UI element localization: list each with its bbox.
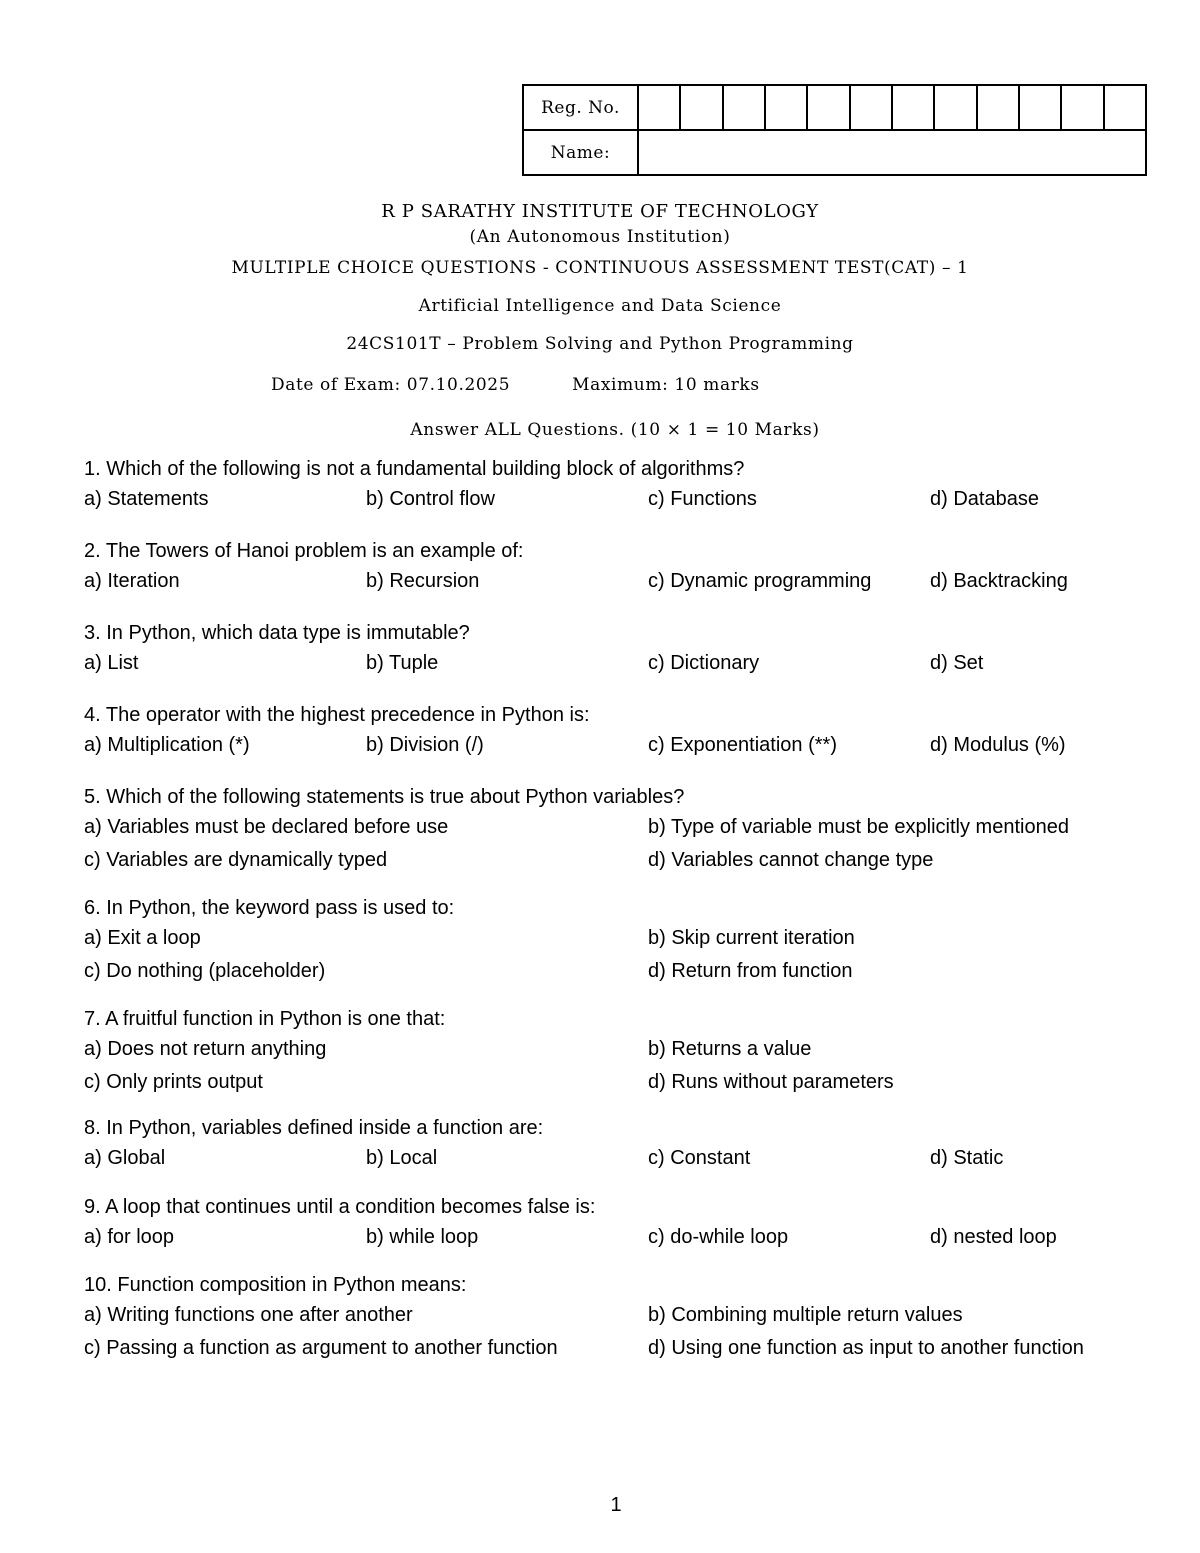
reg-digit-cell[interactable] — [1061, 85, 1103, 130]
institute-name: R P SARATHY INSTITUTE OF TECHNOLOGY — [381, 201, 819, 222]
question-text: 4. The operator with the highest precedence in Python is: — [84, 704, 590, 726]
option[interactable]: b) Type of variable must be explicitly mentioned — [648, 816, 1069, 838]
option[interactable]: c) Do nothing (placeholder) — [84, 960, 326, 982]
option[interactable]: d) Database — [930, 488, 1039, 510]
option-row — [84, 1033, 1164, 1066]
reg-digit-cell[interactable] — [807, 85, 849, 130]
question — [84, 619, 1164, 680]
option[interactable]: d) Return from function — [648, 960, 853, 982]
question — [84, 537, 1164, 598]
question-text: 2. The Towers of Hanoi problem is an example of: — [84, 540, 524, 562]
option-row — [84, 1221, 1164, 1254]
option[interactable]: c) Dynamic programming — [648, 570, 872, 592]
option[interactable]: a) for loop — [84, 1226, 175, 1248]
option[interactable]: b) Local — [366, 1147, 438, 1169]
page-number: 1 — [610, 1494, 622, 1516]
reg-digit-cell[interactable] — [765, 85, 807, 130]
question — [84, 455, 1164, 516]
option-row — [84, 1066, 1164, 1099]
reg-number-row — [523, 85, 1146, 130]
option-row — [84, 647, 1164, 680]
reg-digit-cell[interactable] — [892, 85, 934, 130]
question-text: 8. In Python, variables defined inside a function are: — [84, 1117, 544, 1139]
question — [84, 783, 1164, 877]
question-text: 10. Function composition in Python means: — [84, 1274, 467, 1296]
option-row — [84, 1299, 1164, 1332]
question — [84, 1193, 1164, 1254]
option-row — [84, 1142, 1164, 1175]
option[interactable]: a) Variables must be declared before use — [84, 816, 449, 838]
question-text: 3. In Python, which data type is immutable? — [84, 622, 470, 644]
exam-title: MULTIPLE CHOICE QUESTIONS - CONTINUOUS ASSESSMENT TEST(CAT) – 1 — [231, 258, 969, 278]
option[interactable]: d) Runs without parameters — [648, 1071, 894, 1093]
question-list — [84, 455, 1164, 1365]
option[interactable]: b) Control flow — [366, 488, 495, 510]
question-text: 7. A fruitful function in Python is one that: — [84, 1008, 446, 1030]
reg-digit-cell[interactable] — [1019, 85, 1061, 130]
option[interactable]: b) Combining multiple return values — [648, 1304, 963, 1326]
option[interactable]: a) List — [84, 652, 139, 674]
question-text: 5. Which of the following statements is true about Python variables? — [84, 786, 685, 808]
option[interactable]: c) Passing a function as argument to another function — [84, 1337, 558, 1359]
question-text: 1. Which of the following is not a fundamental building block of algorithms? — [84, 458, 745, 480]
name-label: Name: — [523, 130, 638, 175]
name-field[interactable] — [638, 130, 1146, 175]
option[interactable]: d) nested loop — [930, 1226, 1057, 1248]
autonomous-note: (An Autonomous Institution) — [469, 227, 731, 247]
reg-number-label: Reg. No. — [523, 85, 638, 130]
option[interactable]: d) Using one function as input to another function — [648, 1337, 1084, 1359]
name-row — [523, 130, 1146, 175]
reg-digit-cell[interactable] — [638, 85, 680, 130]
option[interactable]: a) Exit a loop — [84, 927, 201, 949]
exam-meta — [271, 375, 760, 395]
option-row — [84, 483, 1164, 516]
option[interactable]: c) Constant — [648, 1147, 751, 1169]
reg-digit-cell[interactable] — [977, 85, 1019, 130]
option[interactable]: b) Recursion — [366, 570, 480, 592]
question — [84, 1114, 1164, 1175]
option[interactable]: a) Does not return anything — [84, 1038, 327, 1060]
question — [84, 1271, 1164, 1365]
option[interactable]: d) Static — [930, 1147, 1004, 1169]
reg-digit-cell[interactable] — [723, 85, 765, 130]
reg-digit-cell[interactable] — [850, 85, 892, 130]
option[interactable]: d) Backtracking — [930, 570, 1068, 592]
student-id-box — [522, 84, 1147, 176]
option[interactable]: a) Global — [84, 1147, 166, 1169]
option[interactable]: c) do-while loop — [648, 1226, 789, 1248]
option[interactable]: a) Multiplication (*) — [84, 734, 250, 756]
department: Artificial Intelligence and Data Science — [418, 296, 782, 316]
option[interactable]: c) Dictionary — [648, 652, 760, 674]
reg-digit-cell[interactable] — [680, 85, 722, 130]
option[interactable]: c) Functions — [648, 488, 757, 510]
option-row — [84, 844, 1164, 877]
option[interactable]: d) Modulus (%) — [930, 734, 1066, 756]
reg-digit-cell[interactable] — [934, 85, 976, 130]
option-row — [84, 955, 1164, 988]
option-row — [84, 1332, 1164, 1365]
max-marks: Maximum: 10 marks — [572, 375, 760, 395]
option[interactable]: a) Writing functions one after another — [84, 1304, 413, 1326]
question-text: 6. In Python, the keyword pass is used to: — [84, 897, 455, 919]
option[interactable]: d) Set — [930, 652, 984, 674]
option[interactable]: b) Division (/) — [366, 734, 484, 756]
course-title: 24CS101T – Problem Solving and Python Programming — [346, 334, 854, 354]
reg-digit-cell[interactable] — [1104, 85, 1146, 130]
option[interactable]: a) Statements — [84, 488, 209, 510]
option-row — [84, 922, 1164, 955]
question — [84, 894, 1164, 988]
option[interactable]: b) Returns a value — [648, 1038, 812, 1060]
option[interactable]: b) while loop — [366, 1226, 479, 1248]
option-row — [84, 565, 1164, 598]
option[interactable]: b) Skip current iteration — [648, 927, 855, 949]
option-row — [84, 811, 1164, 844]
option[interactable]: b) Tuple — [366, 652, 439, 674]
option[interactable]: c) Only prints output — [84, 1071, 263, 1093]
option[interactable]: d) Variables cannot change type — [648, 849, 934, 871]
exam-date: Date of Exam: 07.10.2025 — [271, 375, 511, 395]
question — [84, 1005, 1164, 1099]
option-row — [84, 729, 1164, 762]
option[interactable]: c) Exponentiation (**) — [648, 734, 837, 756]
instructions: Answer ALL Questions. (10 × 1 = 10 Marks) — [410, 420, 820, 440]
question — [84, 701, 1164, 762]
question-text: 9. A loop that continues until a condition becomes false is: — [84, 1196, 596, 1218]
option[interactable]: a) Iteration — [84, 570, 180, 592]
option[interactable]: c) Variables are dynamically typed — [84, 849, 388, 871]
